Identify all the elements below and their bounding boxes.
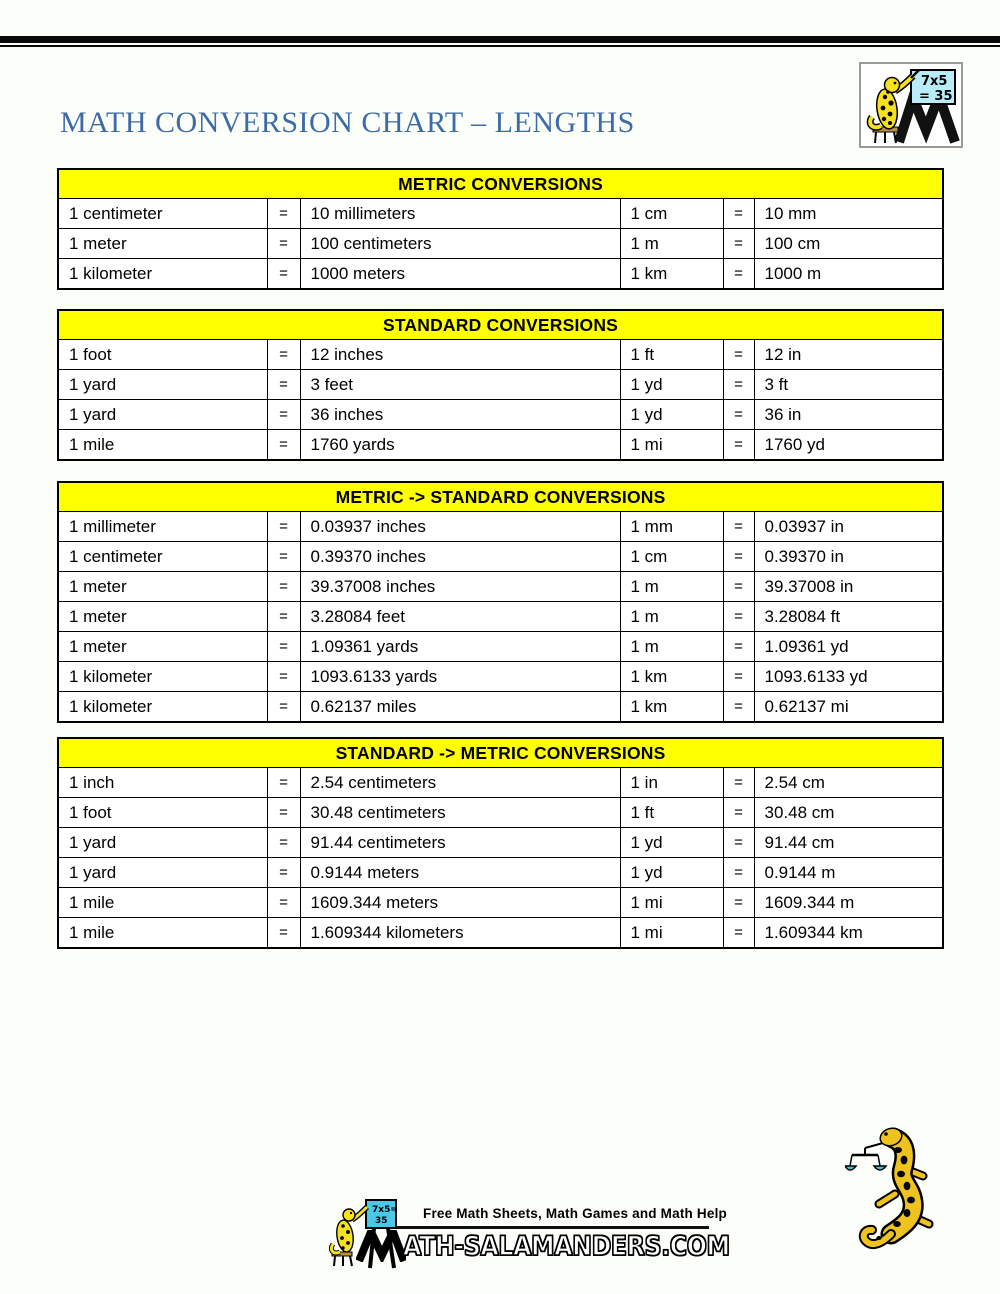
unit-abbr: 1 km [620, 692, 723, 723]
unit-name: 1 mile [58, 430, 267, 461]
footer-tagline: Free Math Sheets, Math Games and Math Help [423, 1206, 727, 1221]
equals-sign: = [723, 229, 754, 259]
unit-abbr-value: 1000 m [754, 259, 943, 290]
unit-abbr: 1 km [620, 259, 723, 290]
unit-value: 1.09361 yards [300, 632, 620, 662]
salamander-eye [894, 82, 897, 85]
equals-sign: = [723, 370, 754, 400]
unit-value: 1760 yards [300, 430, 620, 461]
table-row [58, 858, 943, 888]
unit-abbr-value: 1.09361 yd [754, 632, 943, 662]
unit-abbr-value: 3 ft [754, 370, 943, 400]
unit-value: 0.03937 inches [300, 512, 620, 542]
unit-abbr: 1 m [620, 229, 723, 259]
math-salamanders-logo [859, 62, 963, 148]
unit-name: 1 millimeter [58, 512, 267, 542]
equals-sign: = [723, 662, 754, 692]
equals-sign: = [723, 828, 754, 858]
unit-abbr: 1 yd [620, 400, 723, 430]
table-header: STANDARD CONVERSIONS [58, 310, 943, 340]
logo-m-glyph [359, 1232, 404, 1261]
salamander-body [335, 1219, 355, 1253]
equals-sign: = [723, 340, 754, 370]
equals-sign: = [267, 602, 300, 632]
equals-sign: = [723, 888, 754, 918]
unit-value: 0.39370 inches [300, 542, 620, 572]
table-row [58, 340, 943, 370]
board-text-line1: 7x5 [921, 74, 948, 89]
salamander-eye [350, 1212, 352, 1214]
table-row [58, 918, 943, 949]
table-row [58, 542, 943, 572]
unit-name: 1 yard [58, 370, 267, 400]
unit-abbr: 1 ft [620, 798, 723, 828]
equals-sign: = [723, 602, 754, 632]
table-row [58, 400, 943, 430]
equals-sign: = [723, 542, 754, 572]
unit-name: 1 kilometer [58, 259, 267, 290]
unit-value: 1.609344 kilometers [300, 918, 620, 949]
unit-name: 1 yard [58, 828, 267, 858]
unit-abbr: 1 cm [620, 199, 723, 229]
unit-value: 100 centimeters [300, 229, 620, 259]
unit-value: 0.62137 miles [300, 692, 620, 723]
equals-sign: = [267, 858, 300, 888]
equals-sign: = [267, 692, 300, 723]
unit-abbr-value: 0.62137 mi [754, 692, 943, 723]
equals-sign: = [267, 400, 300, 430]
equals-sign: = [267, 542, 300, 572]
equals-sign: = [723, 918, 754, 949]
unit-name: 1 kilometer [58, 662, 267, 692]
unit-value: 3.28084 feet [300, 602, 620, 632]
salamander-head [885, 78, 900, 93]
unit-name: 1 meter [58, 572, 267, 602]
equals-sign: = [267, 888, 300, 918]
top-border-thick [0, 36, 1000, 43]
unit-name: 1 yard [58, 858, 267, 888]
unit-abbr: 1 yd [620, 858, 723, 888]
standard-to-metric-table [57, 737, 944, 949]
unit-abbr-value: 30.48 cm [754, 798, 943, 828]
unit-abbr-value: 0.39370 in [754, 542, 943, 572]
table-header: STANDARD -> METRIC CONVERSIONS [58, 738, 943, 768]
board-text-line2: 35 [375, 1216, 388, 1226]
unit-abbr: 1 ft [620, 340, 723, 370]
table-row [58, 602, 943, 632]
unit-abbr: 1 cm [620, 542, 723, 572]
unit-abbr: 1 m [620, 602, 723, 632]
unit-abbr-value: 0.9144 m [754, 858, 943, 888]
unit-abbr-value: 0.03937 in [754, 512, 943, 542]
equals-sign: = [267, 662, 300, 692]
equals-sign: = [723, 692, 754, 723]
unit-name: 1 kilometer [58, 692, 267, 723]
footer-site-name: ATH-SALAMANDERS.COM [403, 1231, 730, 1262]
salamander-eye [884, 1132, 888, 1136]
salamander-chalkboard-icon [861, 64, 961, 146]
unit-abbr-value: 39.37008 in [754, 572, 943, 602]
page-title: MATH CONVERSION CHART – LENGTHS [60, 106, 635, 139]
table-row [58, 512, 943, 542]
salamander-with-scales-icon [845, 1124, 950, 1256]
table-row [58, 662, 943, 692]
equals-sign: = [723, 798, 754, 828]
unit-name: 1 mile [58, 918, 267, 949]
table-row [58, 229, 943, 259]
footer-divider [397, 1226, 709, 1229]
unit-abbr-value: 36 in [754, 400, 943, 430]
equals-sign: = [267, 632, 300, 662]
equals-sign: = [267, 340, 300, 370]
top-border-thin [0, 45, 1000, 47]
unit-value: 39.37008 inches [300, 572, 620, 602]
unit-name: 1 meter [58, 632, 267, 662]
table-row [58, 692, 943, 723]
unit-abbr: 1 in [620, 768, 723, 798]
unit-abbr-value: 12 in [754, 340, 943, 370]
unit-abbr-value: 1760 yd [754, 430, 943, 461]
unit-name: 1 foot [58, 340, 267, 370]
unit-abbr-value: 1093.6133 yd [754, 662, 943, 692]
unit-value: 91.44 centimeters [300, 828, 620, 858]
table-row [58, 798, 943, 828]
unit-abbr-value: 2.54 cm [754, 768, 943, 798]
scale-pan-left [845, 1166, 856, 1170]
unit-abbr-value: 10 mm [754, 199, 943, 229]
unit-name: 1 meter [58, 229, 267, 259]
table-row [58, 888, 943, 918]
equals-sign: = [723, 858, 754, 888]
unit-abbr: 1 m [620, 572, 723, 602]
equals-sign: = [267, 768, 300, 798]
table-row [58, 199, 943, 229]
standard-conversions-table [57, 309, 944, 461]
unit-value: 2.54 centimeters [300, 768, 620, 798]
table-row [58, 768, 943, 798]
unit-name: 1 mile [58, 888, 267, 918]
unit-name: 1 yard [58, 400, 267, 430]
table-row [58, 828, 943, 858]
table-row [58, 572, 943, 602]
unit-value: 0.9144 meters [300, 858, 620, 888]
equals-sign: = [723, 400, 754, 430]
equals-sign: = [723, 768, 754, 798]
unit-value: 30.48 centimeters [300, 798, 620, 828]
unit-abbr-value: 3.28084 ft [754, 602, 943, 632]
unit-name: 1 centimeter [58, 542, 267, 572]
unit-abbr: 1 yd [620, 370, 723, 400]
equals-sign: = [267, 918, 300, 949]
unit-abbr: 1 mi [620, 430, 723, 461]
table-row [58, 370, 943, 400]
salamander-mascot [845, 1124, 950, 1261]
unit-name: 1 meter [58, 602, 267, 632]
equals-sign: = [267, 229, 300, 259]
unit-value: 12 inches [300, 340, 620, 370]
equals-sign: = [267, 828, 300, 858]
unit-value: 3 feet [300, 370, 620, 400]
unit-abbr-value: 100 cm [754, 229, 943, 259]
equals-sign: = [723, 259, 754, 290]
unit-abbr-value: 1.609344 km [754, 918, 943, 949]
metric-to-standard-table [57, 481, 944, 723]
unit-abbr-value: 1609.344 m [754, 888, 943, 918]
table-row [58, 632, 943, 662]
salamander-head [343, 1209, 355, 1221]
equals-sign: = [267, 430, 300, 461]
equals-sign: = [267, 798, 300, 828]
metric-conversions-table [57, 168, 944, 290]
equals-sign: = [267, 259, 300, 290]
unit-value: 1609.344 meters [300, 888, 620, 918]
table-header: METRIC CONVERSIONS [58, 169, 943, 199]
unit-name: 1 inch [58, 768, 267, 798]
table-row [58, 430, 943, 461]
unit-name: 1 foot [58, 798, 267, 828]
table-header: METRIC -> STANDARD CONVERSIONS [58, 482, 943, 512]
unit-abbr: 1 km [620, 662, 723, 692]
unit-value: 10 millimeters [300, 199, 620, 229]
unit-value: 36 inches [300, 400, 620, 430]
board-text-line2: = 35 [919, 89, 953, 104]
equals-sign: = [267, 199, 300, 229]
table-row [58, 259, 943, 290]
board-text-line1: 7x5= [372, 1205, 398, 1215]
unit-abbr: 1 m [620, 632, 723, 662]
equals-sign: = [267, 572, 300, 602]
equals-sign: = [723, 572, 754, 602]
unit-abbr: 1 mm [620, 512, 723, 542]
scale-pan-right [874, 1166, 886, 1170]
equals-sign: = [267, 370, 300, 400]
unit-name: 1 centimeter [58, 199, 267, 229]
footer-logo-m [356, 1230, 406, 1267]
unit-abbr: 1 yd [620, 828, 723, 858]
unit-value: 1093.6133 yards [300, 662, 620, 692]
equals-sign: = [723, 512, 754, 542]
unit-abbr-value: 91.44 cm [754, 828, 943, 858]
equals-sign: = [723, 430, 754, 461]
equals-sign: = [267, 512, 300, 542]
unit-abbr: 1 mi [620, 918, 723, 949]
unit-value: 1000 meters [300, 259, 620, 290]
equals-sign: = [723, 199, 754, 229]
unit-abbr: 1 mi [620, 888, 723, 918]
equals-sign: = [723, 632, 754, 662]
